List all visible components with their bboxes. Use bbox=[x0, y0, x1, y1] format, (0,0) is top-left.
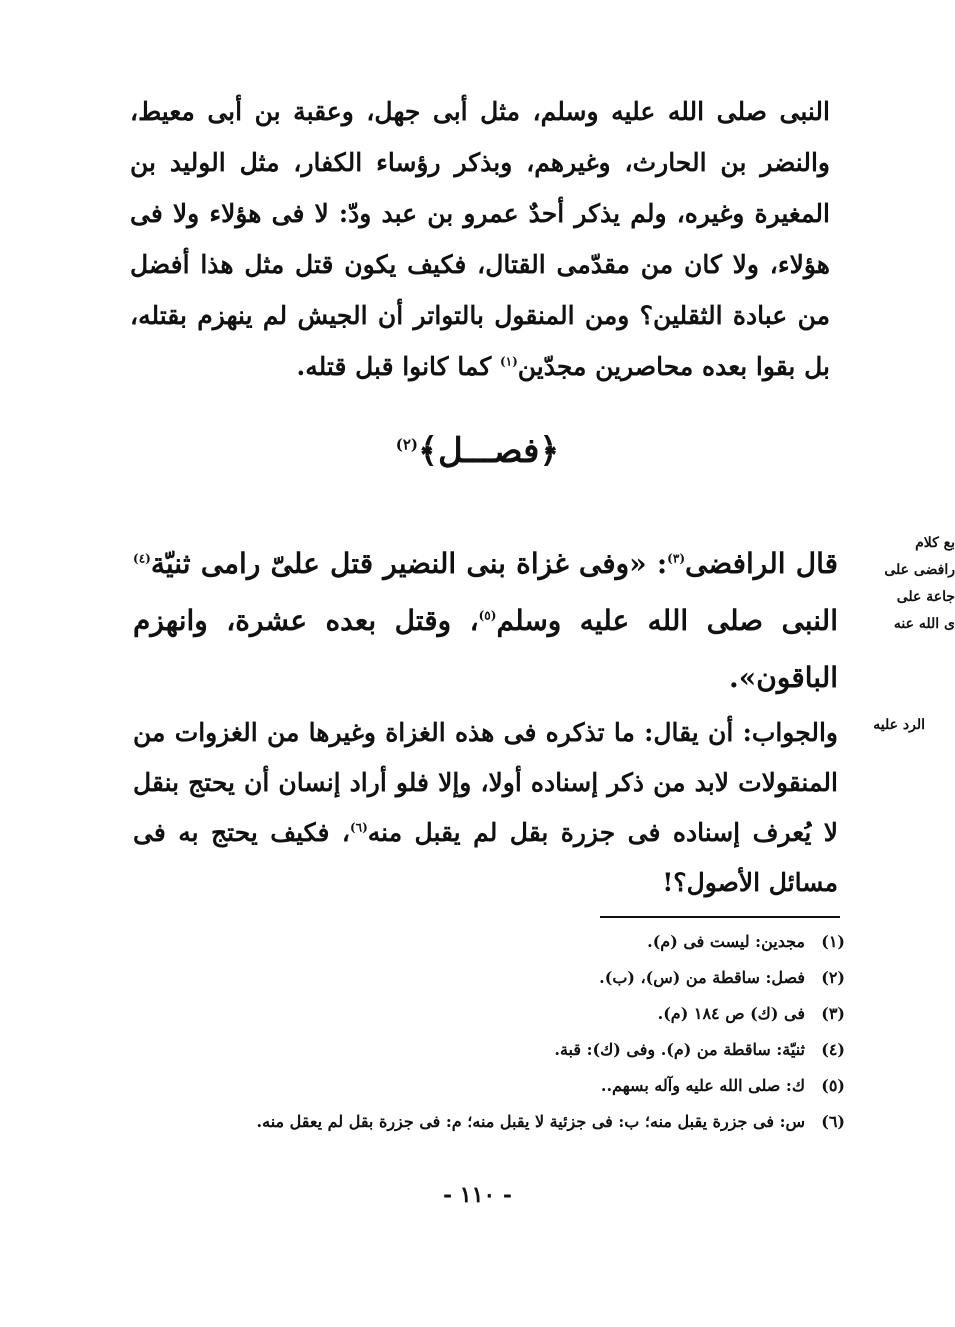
footnote-text: فى (ك) ص ١٨٤ (م). bbox=[657, 1004, 805, 1023]
footnote-divider bbox=[600, 916, 840, 918]
footnote-number: (٣) bbox=[821, 1004, 845, 1023]
footnote-ref-3: (٣) bbox=[667, 551, 685, 566]
footnote-item bbox=[160, 996, 845, 1032]
margin-note-line: جاعة على bbox=[896, 589, 955, 605]
margin-note-line: بع كلام bbox=[915, 535, 955, 551]
footnote-text: س: فى جزرة يقبل منه؛ ب: فى جزئية لا يقبل منه؛ م: فى جزرة بقل لم يعقل منه. bbox=[256, 1112, 805, 1131]
footnote-item bbox=[160, 1104, 845, 1140]
margin-note-line: الرد عليه bbox=[873, 717, 925, 733]
footnote-ref-5: (٥) bbox=[478, 608, 497, 623]
footnote-number: (٢) bbox=[821, 968, 845, 987]
footnote-text: ك: صلى الله عليه وآله بسهم.. bbox=[600, 1076, 805, 1095]
footnote-item bbox=[160, 1068, 845, 1104]
footnote-ref-4: (٤) bbox=[133, 551, 151, 566]
footnote-item bbox=[160, 960, 845, 996]
top-paragraph-text-2: كما كانوا قبل قتله. bbox=[296, 352, 500, 381]
footnote-ref-2: (٢) bbox=[395, 435, 419, 454]
footnote-text: ثنيّة: ساقطة من (م). وفى (ك): قبة. bbox=[554, 1040, 805, 1059]
answer-lead: والجواب: bbox=[742, 718, 838, 747]
claim-text-1: : «وفى غزاة بنى النضير قتل علىّ رامى ثنيّة bbox=[150, 547, 668, 580]
footnote-number: (٤) bbox=[821, 1040, 845, 1059]
footnote-ref-1: (١) bbox=[499, 354, 518, 369]
footnote-ref-6: (٦) bbox=[349, 820, 368, 835]
footnote-text: مجدين: ليست فى (م). bbox=[647, 932, 805, 951]
footnotes bbox=[160, 924, 845, 1140]
section-heading-text: ﴿فصـــل﴾ bbox=[418, 431, 560, 471]
answer-text-2: ، فكيف يحتج به فى مسائل الأصول؟! bbox=[133, 818, 838, 897]
top-paragraph bbox=[130, 86, 830, 392]
margin-note-line: ى الله عنه bbox=[893, 616, 955, 632]
margin-note-line: رافضى على bbox=[884, 562, 955, 578]
claim-lead: قال الرافضى bbox=[685, 547, 838, 580]
page-number: - ١١٠ - bbox=[442, 1182, 513, 1208]
section-heading bbox=[0, 430, 955, 471]
footnote-text: فصل: ساقطة من (س)، (ب). bbox=[599, 968, 805, 987]
top-paragraph-text-1: النبى صلى الله عليه وسلم، مثل أبى جهل، وعقبة بن أبى معيط، والنضر بن الحارث، وغيرهم، وبذكر رؤساء الكفار، مثل الوليد بن المغيرة وغيره، ولم يذكر أحدٌ عمرو بن عبد ودّ: لا فى هؤلاء ولا فى هؤلاء، ولا كان من مقدّمى القتال، فكيف يكون قتل مثل هذا أفضل من عبادة الثقلين؟ ومن المنقول بالتواتر أن الجيش لم ينهزم بقتله، بل بقوا بعده محاصرين مجدّين bbox=[130, 97, 830, 381]
answer-text-1: أن يقال: ما تذكره فى هذه الغزاة وغيرها من الغزوات من المنقولات لابد من ذكر إسناده أولا، وإلا فلو أراد إنسان أن يحتج بنقل لا يُعرف إسناده فى جزرة بقل لم يقبل منه bbox=[133, 718, 838, 847]
answer-paragraph bbox=[133, 708, 838, 908]
footnote-number: (٦) bbox=[821, 1112, 845, 1131]
margin-note-claim bbox=[873, 530, 955, 638]
footnote-item bbox=[160, 1032, 845, 1068]
claim-text-2: النبى صلى الله عليه وسلم bbox=[496, 604, 838, 637]
footnote-item bbox=[160, 924, 845, 960]
margin-note-reply bbox=[843, 712, 925, 739]
claim-paragraph bbox=[133, 535, 838, 706]
footnote-number: (٥) bbox=[821, 1076, 845, 1095]
claim-text-3: ، وقتل بعده عشرة، وانهزم الباقون». bbox=[133, 604, 838, 694]
footnote-number: (١) bbox=[821, 932, 845, 951]
